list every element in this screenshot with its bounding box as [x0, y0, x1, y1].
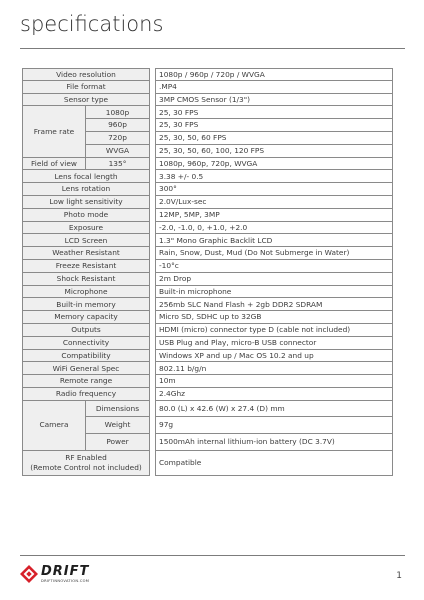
table-row — [22, 324, 393, 337]
spec-value: 2.0V/Lux-sec — [156, 196, 393, 209]
table-row — [22, 222, 393, 235]
spec-sublabel: Power — [86, 434, 150, 451]
spec-value: 2m Drop — [156, 273, 393, 286]
table-row — [22, 196, 393, 209]
spec-value: .MP4 — [156, 81, 393, 94]
brand-logo — [20, 565, 89, 583]
spec-value: Built-in microphone — [156, 286, 393, 299]
table-row — [22, 247, 393, 260]
spec-label: Photo mode — [22, 209, 150, 222]
drift-logo-icon — [20, 565, 38, 583]
spec-label: Video resolution — [22, 68, 150, 81]
spec-label: Memory capacity — [22, 311, 150, 324]
spec-value: -10°c — [156, 260, 393, 273]
table-row — [22, 311, 393, 324]
rf-label-line2: (Remote Control not included) — [30, 462, 142, 472]
spec-value: 256mb SLC Nand Flash + 2gb DDR2 SDRAM — [156, 298, 393, 311]
spec-value: 10m — [156, 375, 393, 388]
spec-label: Connectivity — [22, 337, 150, 350]
spec-value: 25, 30 FPS — [156, 119, 393, 132]
spec-value: 3MP CMOS Sensor (1/3") — [156, 94, 393, 107]
spec-label: Freeze Resistant — [22, 260, 150, 273]
spec-label: WiFi General Spec — [22, 362, 150, 375]
table-row — [22, 68, 393, 81]
spec-label-rf — [22, 451, 150, 476]
spec-table — [22, 68, 393, 476]
table-row — [22, 286, 393, 299]
spec-value: HDMI (micro) connector type D (cable not included) — [156, 324, 393, 337]
table-row — [22, 234, 393, 247]
spec-value: 25, 30, 50, 60 FPS — [156, 132, 393, 145]
spec-value: Windows XP and up / Mac OS 10.2 and up — [156, 350, 393, 363]
spec-value: -2.0, -1.0, 0, +1.0, +2.0 — [156, 222, 393, 235]
spec-label: Compatibility — [22, 350, 150, 363]
spec-sublabel: 960p — [86, 119, 150, 132]
spec-label: Remote range — [22, 375, 150, 388]
table-row — [22, 106, 393, 119]
bottom-divider — [20, 555, 405, 556]
spec-sublabel: WVGA — [86, 145, 150, 158]
table-row — [22, 401, 393, 418]
table-row — [22, 362, 393, 375]
spec-label: LCD Screen — [22, 234, 150, 247]
spec-sublabel: Dimensions — [86, 401, 150, 418]
spec-label: Frame rate — [22, 106, 86, 157]
spec-label: Camera — [22, 401, 86, 451]
spec-label: Built-in memory — [22, 298, 150, 311]
spec-label: Weather Resistant — [22, 247, 150, 260]
spec-value: Micro SD, SDHC up to 32GB — [156, 311, 393, 324]
spec-sublabel: 135° — [86, 158, 150, 171]
spec-sublabel: 720p — [86, 132, 150, 145]
rf-label-line1: RF Enabled — [65, 453, 107, 463]
table-row — [22, 209, 393, 222]
spec-value: 802.11 b/g/n — [156, 362, 393, 375]
spec-value: 1.3" Mono Graphic Backlit LCD — [156, 234, 393, 247]
table-row — [22, 158, 393, 171]
table-row — [22, 451, 393, 476]
table-row — [22, 388, 393, 401]
spec-label: Sensor type — [22, 94, 150, 107]
table-row — [22, 273, 393, 286]
brand-name: DRIFT — [41, 564, 90, 579]
spec-value: 3.38 +/- 0.5 — [156, 170, 393, 183]
spec-label: Microphone — [22, 286, 150, 299]
spec-value: 1500mAh internal lithium-ion battery (DC 3.7V) — [156, 434, 393, 451]
spec-label: Outputs — [22, 324, 150, 337]
page-title: specifications — [20, 12, 164, 36]
spec-value: 80.0 (L) x 42.6 (W) x 27.4 (D) mm — [156, 401, 393, 418]
spec-value: 12MP, 5MP, 3MP — [156, 209, 393, 222]
table-row — [22, 94, 393, 107]
table-row — [22, 170, 393, 183]
spec-value: 25, 30 FPS — [156, 106, 393, 119]
spec-value: USB Plug and Play, micro-B USB connector — [156, 337, 393, 350]
spec-sublabel: Weight — [86, 417, 150, 434]
spec-label: Lens rotation — [22, 183, 150, 196]
spec-label: File format — [22, 81, 150, 94]
spec-value: 1080p, 960p, 720p, WVGA — [156, 158, 393, 171]
spec-value: 300° — [156, 183, 393, 196]
table-row — [22, 375, 393, 388]
table-row — [22, 298, 393, 311]
spec-value: 2.4Ghz — [156, 388, 393, 401]
spec-value: 25, 30, 50, 60, 100, 120 FPS — [156, 145, 393, 158]
spec-value: 1080p / 960p / 720p / WVGA — [156, 68, 393, 81]
table-row — [22, 183, 393, 196]
brand-url: DRIFTINNOVATION.COM — [41, 579, 90, 583]
page-number: 1 — [396, 571, 402, 581]
table-row — [22, 337, 393, 350]
spec-sublabel: 1080p — [86, 106, 150, 119]
spec-label: Field of view — [22, 158, 86, 171]
spec-label: Radio frequency — [22, 388, 150, 401]
spec-value: Compatible — [156, 451, 393, 476]
spec-label: Exposure — [22, 222, 150, 235]
spec-label: Lens focal length — [22, 170, 150, 183]
table-row — [22, 260, 393, 273]
spec-label: Low light sensitivity — [22, 196, 150, 209]
spec-value: Rain, Snow, Dust, Mud (Do Not Submerge in Water) — [156, 247, 393, 260]
top-divider — [20, 48, 405, 49]
spec-value: 97g — [156, 417, 393, 434]
spec-label: Shock Resistant — [22, 273, 150, 286]
table-row — [22, 350, 393, 363]
table-row — [22, 81, 393, 94]
